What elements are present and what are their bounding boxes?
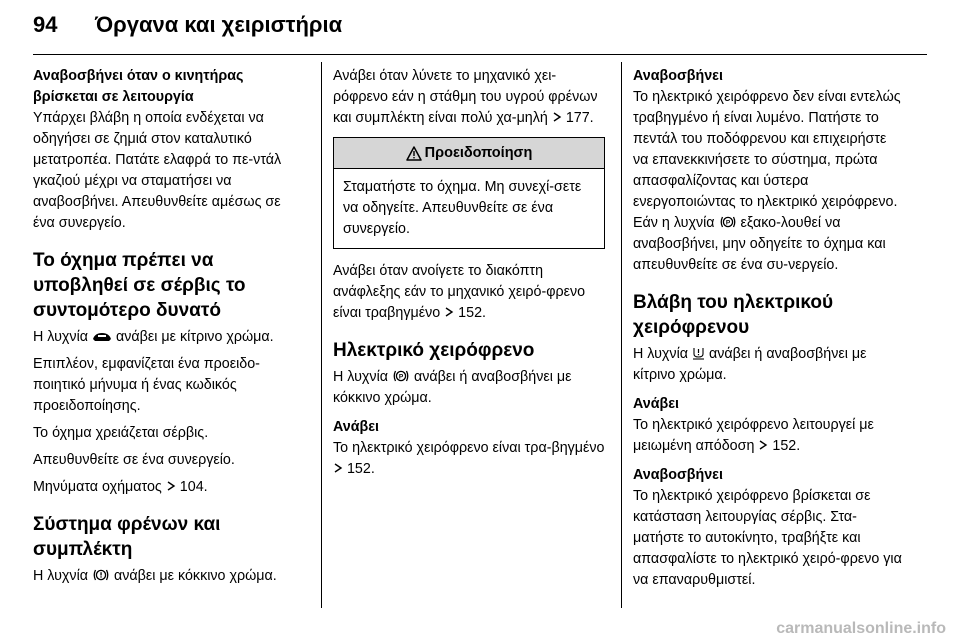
paragraph-catalytic-damage: Υπάρχει βλάβη η οποία ενδέχεται να οδηγήσει σε ζημιά στον καταλυτικό μετατροπέα. Πατάτε ελαφρά το πε-ντάλ γκαζιού μέχρι να σταματήσει να αναβοσβήνει. Απευθυνθείτε αμέσως σε ένα συνεργείο. [33,110,282,231]
paragraph-vehicle-messages: Μηνύματα οχήματος 104. [33,479,208,495]
paragraph-warning-message: Επιπλέον, εμφανίζεται ένα προειδο-ποιητικό μήνυμα ή ένας κωδικός προειδοποίησης. [33,356,260,414]
warning-triangle-icon [406,146,422,161]
page-reference-icon [333,463,343,473]
paragraph-ignition-handbrake: Ανάβει όταν ανοίγετε το διακόπτη ανάφλεξης εάν το μηχανικό χειρό-φρενο είναι τραβηγμένο 152. [333,263,586,321]
page-reference-icon [758,440,768,450]
paragraph-service-mode: Το ηλεκτρικό χειρόφρενο βρίσκεται σε κατάσταση λειτουργίας σέρβις. Στα-ματήστε το αυτοκίνητο, τραβήξτε και απασφαλίστε το ηλεκτρικό χειρό-φρενο για να επαναρυθμιστεί. [633,488,902,588]
column-divider-2 [621,62,622,608]
service-wrench-car-icon [92,331,112,343]
paragraph-brake-lamp: Η λυχνία ανάβει με κόκκινο χρώμα. [33,568,277,584]
warning-title: Προειδοποίηση [424,144,533,161]
heading-flashing: Αναβοσβήνει [633,68,723,84]
paragraph-epb-applied: Το ηλεκτρικό χειρόφρενο είναι τρα-βηγμένο 152. [333,440,605,477]
heading-epb-fault: Βλάβη του ηλεκτρικού χειρόφρενου [633,292,834,338]
heading-flashing-engine-running: Αναβοσβήνει όταν ο κινητήρας βρίσκεται σε λειτουργία [33,68,244,105]
page-reference-icon [166,481,176,491]
heading-electric-parking-brake: Ηλεκτρικό χειρόφρενο [333,340,535,361]
warning-text: Σταματήστε το όχημα. Μη συνεχί-σετε να οδηγείτε. Απευθυνθείτε σε ένα συνεργείο. [343,179,582,237]
paragraph-needs-service: Το όχημα χρειάζεται σέρβις. [33,425,209,441]
paragraph-epb-fault-lamp: Η λυχνία ανάβει ή αναβοσβήνει με κίτρινο χρώμα. [633,346,867,383]
paragraph-brake-fluid-low: Ανάβει όταν λύνετε το μηχανικό χει-ρόφρενο εάν η στάθμη του υγρού φρένων και συμπλέκτη είναι πολύ χα-μηλή 177. [333,68,598,126]
svg-text:P: P [398,373,404,381]
heading-lights-on-2: Ανάβει [633,396,680,412]
column-3 [633,66,905,597]
heading-flashing-2: Αναβοσβήνει [633,467,723,483]
header-divider [33,54,927,55]
paragraph-contact-workshop: Απευθυνθείτε σε ένα συνεργείο. [33,452,235,468]
page-reference-icon [552,112,562,122]
page-number: 94 [33,12,58,37]
svg-text:P: P [725,219,730,227]
brake-warning-icon [92,568,110,582]
paragraph-reduced-performance: Το ηλεκτρικό χειρόφρενο λειτουργεί με μειωμένη απόδοση 152. [633,417,874,454]
paragraph-service-lamp: Η λυχνία ανάβει με κίτρινο χρώμα. [33,329,274,345]
watermark: carmanualsonline.info [776,620,946,637]
column-divider-1 [321,62,322,608]
parking-brake-icon [719,215,737,229]
epb-fault-icon [692,346,705,360]
heading-brake-clutch: Σύστημα φρένων και συμπλέκτη [33,514,221,560]
warning-header [334,138,604,169]
page-reference-icon [444,307,454,317]
heading-service-soon: Το όχημα πρέπει να υποβληθεί σε σέρβις το συντομότερο δυνατό [33,250,246,321]
paragraph-epb-not-applied: Το ηλεκτρικό χειρόφρενο δεν είναι εντελώς τραβηγμένο ή είναι λυμένο. Πατήστε το πεντάλ του ποδόφρενου και επιχειρήστε να επανεκκινήσετε το σύστημα, πρώτα απασφαλίζοντας και ύστερα ενεργοποιώντας το ηλεκτρικό χειρόφρενο. Εάν η λυχνία P εξακο-λουθεί να αναβοσβήνει, μην οδηγείτε το όχημα και απευθυνθείτε σε ένα συ-νεργείο. [633,89,901,273]
page-title: Όργανα και χειριστήρια [95,12,343,37]
column-2 [333,66,605,486]
page-header [33,12,342,42]
heading-lights-on: Ανάβει [333,419,380,435]
column-1 [33,66,305,593]
paragraph-epb-lamp: Η λυχνία P ανάβει ή αναβοσβήνει με κόκκινο χρώμα. [333,369,572,406]
parking-brake-icon [392,369,410,383]
warning-box [333,137,605,249]
